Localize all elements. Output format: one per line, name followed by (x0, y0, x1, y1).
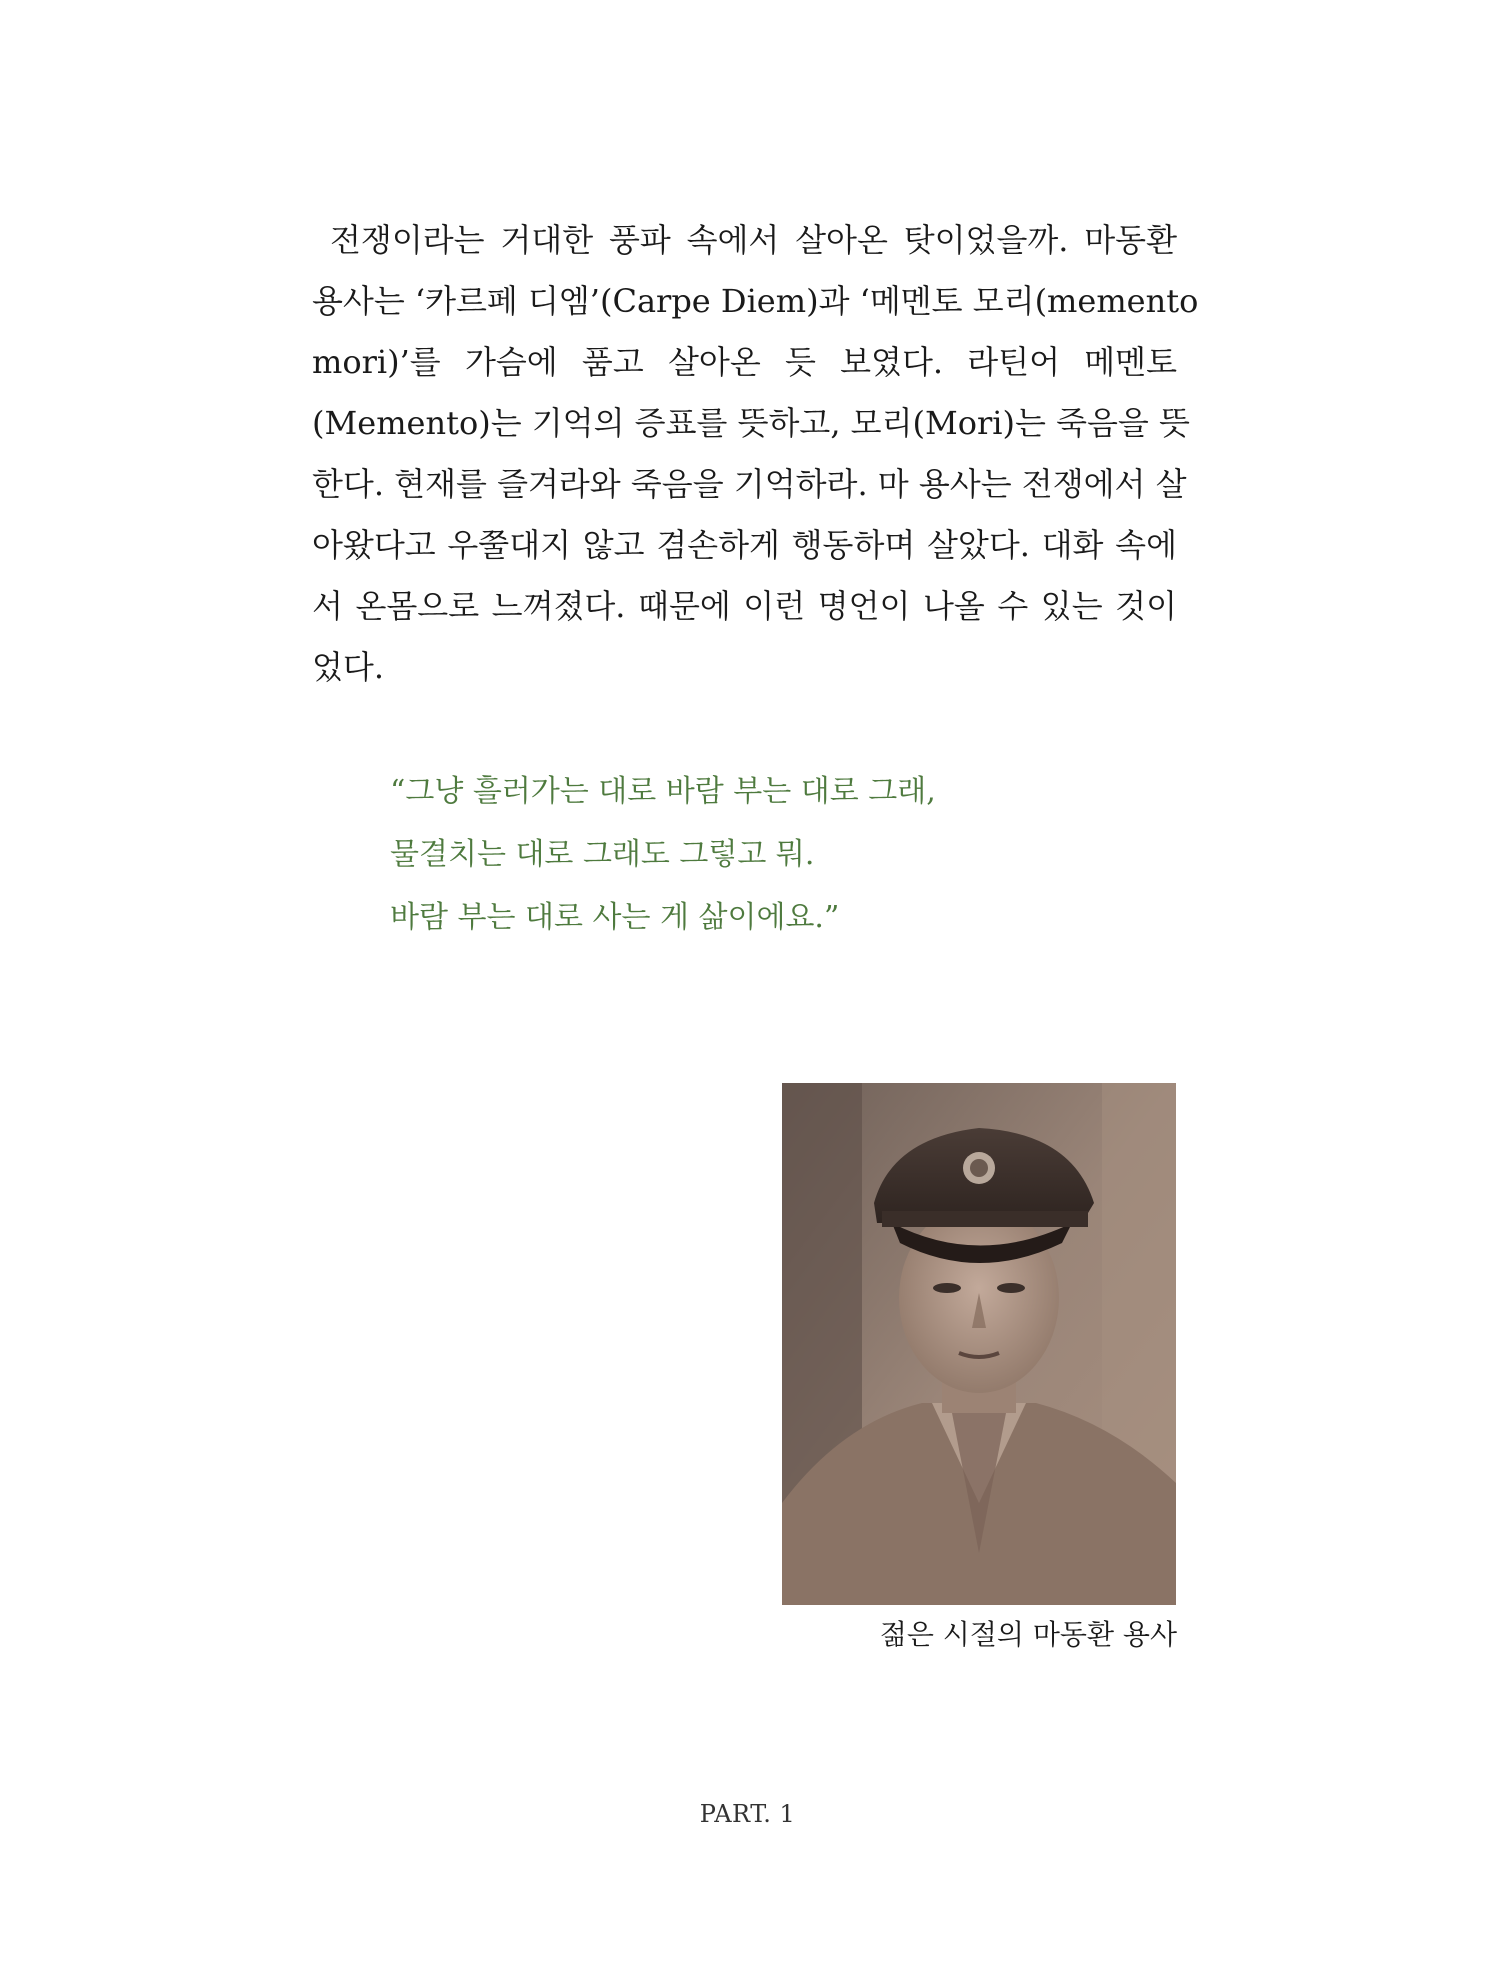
body-line: 전쟁이라는 거대한 풍파 속에서 살아온 탓이었을까. 마동환 (330, 221, 1177, 259)
portrait-photo (782, 1083, 1176, 1605)
quote-line: “그냥 흘러가는 대로 바람 부는 대로 그래, (390, 774, 936, 809)
body-line: 었다. (312, 648, 384, 686)
body-line: 용사는 ‘카르페 디엠’(Carpe Diem)과 ‘메멘토 모리(memento (312, 282, 1199, 320)
body-line: 한다. 현재를 즐겨라와 죽음을 기억하라. 마 용사는 전쟁에서 살 (312, 465, 1187, 503)
quote-block (390, 760, 1090, 949)
body-line: mori)’를 가슴에 품고 살아온 듯 보였다. 라틴어 메멘토 (312, 343, 1177, 381)
portrait-photo-icon (782, 1083, 1176, 1605)
body-line: (Memento)는 기억의 증표를 뜻하고, 모리(Mori)는 죽음을 뜻 (312, 404, 1190, 442)
body-line: 아왔다고 우쭐대지 않고 겸손하게 행동하며 살았다. 대화 속에 (312, 526, 1177, 564)
quote-line: 물결치는 대로 그래도 그렇고 뭐. (390, 837, 815, 872)
photo-caption: 젊은 시절의 마동환 용사 (879, 1618, 1177, 1651)
part-label: PART. 1 (699, 1800, 796, 1828)
body-line: 서 온몸으로 느껴졌다. 때문에 이런 명언이 나올 수 있는 것이 (312, 587, 1177, 625)
quote-line: 바람 부는 대로 사는 게 삶이에요.” (390, 900, 840, 935)
body-paragraph (312, 210, 1199, 698)
